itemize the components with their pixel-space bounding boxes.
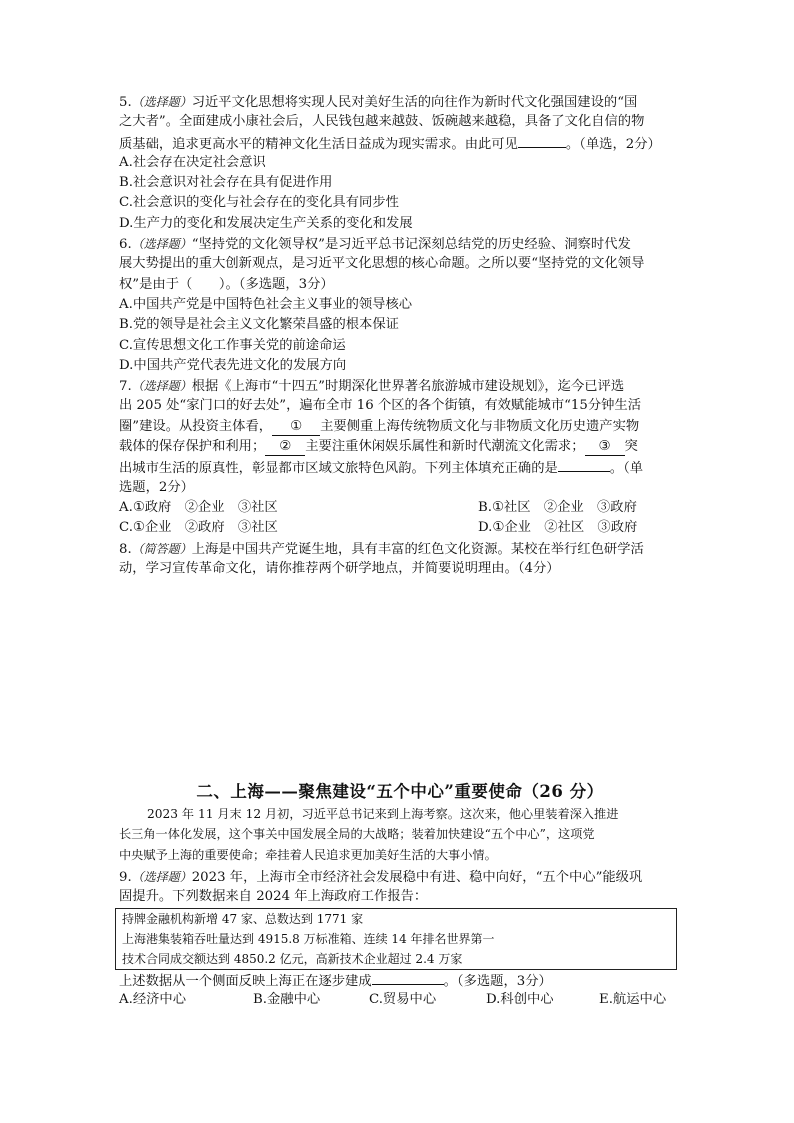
option-b[interactable]: B.①社区 ②企业 ③政府 <box>478 499 637 515</box>
question-number: 5. <box>119 95 132 110</box>
answer-blank[interactable] <box>558 457 610 472</box>
question-number: 9. <box>119 870 132 885</box>
data-item: 持牌金融机构新增 47 家、总数达到 1771 家 <box>122 911 364 926</box>
question-text: 出城市生活的原真性，彰显都市区域文旅特色风韵。下列主体填充正确的是 <box>119 461 558 477</box>
data-item: 技术合同成交额达到 4850.2 亿元，高新技术企业超过 2.4 万家 <box>122 951 463 966</box>
question-type-tag: （选择题） <box>131 237 192 252</box>
intro-text: 中央赋予上海的重要使命；牵挂着人民追求更加美好生活的大事小情。 <box>119 847 497 862</box>
question-text: 上海是中国共产党诞生地，具有丰富的红色文化资源。某校在举行红色研学活 <box>191 541 644 557</box>
question-6 <box>119 234 681 376</box>
question-text: 选题，2分） <box>119 479 194 495</box>
option-d[interactable]: D.生产力的变化和发展决定生产关系的变化和发展 <box>119 215 413 231</box>
option-d[interactable]: D.科创中心 <box>486 991 554 1007</box>
answer-blank[interactable] <box>518 133 566 148</box>
question-text: 之大者”。全面建成小康社会后，人民钱包越来越鼓、饭碗越来越稳，具备了文化自信的物 <box>119 114 645 130</box>
option-d[interactable]: D.①企业 ②社区 ③政府 <box>478 520 638 536</box>
question-number: 8. <box>119 541 132 557</box>
question-text: 动，学习宣传革命文化，请你推荐两个研学地点，并简要说明理由。（4分） <box>119 560 560 576</box>
option-a[interactable]: A.①政府 ②企业 ③社区 <box>119 499 278 515</box>
question-text: 。（单选，2分） <box>565 136 661 152</box>
question-text: 上述数据从一个侧面反映上海正在逐步建成 <box>119 973 372 989</box>
intro-text: 长三角一体化发展，这个事关中国发展全局的大战略；装着加快建设“五个中心”，这项党 <box>119 827 595 842</box>
option-d[interactable]: D.中国共产党代表先进文化的发展方向 <box>119 357 347 373</box>
intro-text: 2023 年 11 月末 12 月初，习近平总书记来到上海考察。这次来，他心里装着深入推进 <box>147 807 619 821</box>
data-item: 上海港集装箱吞吐量达到 4915.8 万标准箱、连续 14 年排名世界第一 <box>122 931 495 946</box>
question-text: 权”是由于（ ）。（多选题，3分） <box>119 276 334 292</box>
option-b[interactable]: B.党的领导是社会主义文化繁荣昌盛的根本保证 <box>119 317 399 333</box>
option-c[interactable]: C.①企业 ②政府 ③社区 <box>119 520 278 536</box>
question-text: 展大势提出的重大创新观点，是习近平文化思想的核心命题。之所以要“坚持党的文化领导 <box>119 256 645 272</box>
question-type-tag: （简答题） <box>131 541 192 556</box>
question-text: 圈”建设。从投资主体看， <box>119 418 273 434</box>
question-text: 出 205 处“家门口的好去处”，遍布全市 16 个区的各个街镇，有效赋能城市“15分钟生活 <box>119 398 642 414</box>
question-9 <box>119 867 681 1010</box>
option-c[interactable]: C.贸易中心 <box>369 991 437 1007</box>
question-text: 质基础，追求更高水平的精神文化生活日益成为现实需求。由此可见 <box>119 136 518 152</box>
question-text: 固提升。下列数据来自 2024 年上海政府工作报告： <box>119 889 428 905</box>
option-a[interactable]: A.经济中心 <box>119 991 187 1007</box>
question-text: 。（单 <box>609 461 644 477</box>
option-b[interactable]: B.金融中心 <box>253 991 321 1007</box>
question-type-tag: （选择题） <box>131 870 192 884</box>
question-number: 7. <box>119 379 132 395</box>
question-7 <box>119 376 681 538</box>
question-text: 主要注重休闲娱乐属性和新时代潮流文化需求； <box>305 439 585 455</box>
question-number: 6. <box>119 237 132 253</box>
fill-blank-1[interactable]: ① <box>272 419 320 436</box>
question-5 <box>119 92 681 234</box>
section-intro <box>119 804 681 865</box>
section-title: 二、上海——聚焦建设“五个中心”重要使命（26 分） <box>196 782 604 801</box>
option-a[interactable]: A.社会存在决定社会意识 <box>119 154 266 170</box>
option-b[interactable]: B.社会意识对社会存在具有促进作用 <box>119 175 333 191</box>
fill-blank-2[interactable]: ② <box>265 439 305 456</box>
option-c[interactable]: C.社会意识的变化与社会存在的变化具有同步性 <box>119 195 399 211</box>
question-text: 主要侧重上海传统物质文化与非物质文化历史遗产实物 <box>320 418 640 434</box>
question-text: 载体的保存保护和利用； <box>119 439 266 455</box>
data-box <box>115 908 677 970</box>
exam-page <box>119 92 681 1007</box>
question-text: 习近平文化思想将实现人民对美好生活的向往作为新时代文化强国建设的“国 <box>191 95 638 110</box>
question-text: “坚持党的文化领导权”是习近平总书记深刻总结党的历史经验、洞察时代发 <box>191 237 631 253</box>
question-text: 根据《上海市“十四五”时期深化世界著名旅游城市建设规划》，迄今已评选 <box>191 379 625 395</box>
answer-blank[interactable] <box>372 970 444 985</box>
question-text: 。（多选题，3分） <box>443 973 552 989</box>
fill-blank-3[interactable]: ③ <box>585 439 625 456</box>
question-text: 2023 年，上海市全市经济社会发展稳中有进、稳中向好，“五个中心”能级巩 <box>191 870 643 885</box>
option-a[interactable]: A.中国共产党是中国特色社会主义事业的领导核心 <box>119 296 413 312</box>
option-c[interactable]: C.宣传思想文化工作事关党的前途命运 <box>119 337 346 353</box>
option-e[interactable]: E.航运中心 <box>599 991 667 1007</box>
question-type-tag: （选择题） <box>131 379 192 394</box>
question-type-tag: （选择题） <box>131 95 192 109</box>
question-text: 突 <box>624 439 638 455</box>
question-8 <box>119 539 681 580</box>
